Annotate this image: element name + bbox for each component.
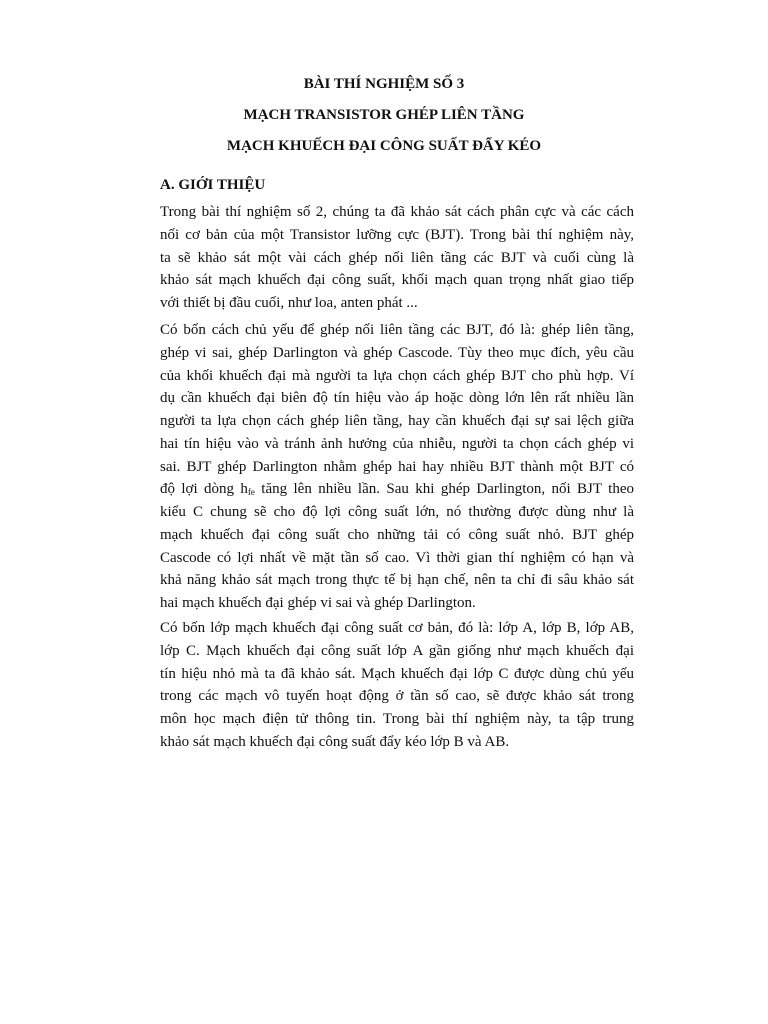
section-heading-introduction: A. GIỚI THIỆU [160, 177, 266, 193]
paragraph-line: kiểu C chung sẽ cho độ lợi công suất lớn, nó thường được dùng như là [160, 504, 634, 520]
lab-subtitle: MẠCH KHUẾCH ĐẠI CÔNG SUẤT ĐẨY KÉO [226, 138, 542, 154]
paragraph-line: người ta lựa chọn cách ghép liên tầng, hay cần khuếch đại sự sai lệch giữa [160, 413, 634, 429]
paragraph-line: ghép vi sai, ghép Darlington và ghép Cascode. Tùy theo mục đích, yêu cầu [160, 344, 634, 361]
paragraph-line: Trong bài thí nghiệm số 2, chúng ta đã khảo sát cách phân cực và các cách [160, 204, 634, 220]
paragraph-line: Có bốn lớp mạch khuếch đại công suất cơ bản, đó là: lớp A, lớp B, lớp AB, [160, 620, 634, 636]
paragraph-line: trong các mạch vô tuyến hoạt động ở tần số cao, sẽ được khảo sát trong [160, 688, 634, 705]
paragraph-line: nối cơ bản của một Transistor lưỡng cực (BJT). Trong bài thí nghiệm này, [160, 226, 634, 243]
hfe-subscript: fe [247, 487, 255, 498]
text-run: tăng lên nhiều lần. Sau khi ghép Darlington, nối BJT theo [254, 481, 634, 498]
paragraph-line: với thiết bị đầu cuối, như loa, anten phát ... [160, 295, 418, 311]
lab-number-title: BÀI THÍ NGHIỆM SỐ 3 [303, 76, 465, 92]
paragraph-line: khảo sát mạch khuếch đại công suất, khối mạch quan trọng nhất giao tiếp [160, 272, 634, 289]
text-run: độ lợi dòng h [160, 481, 248, 498]
paragraph-line: Có bốn cách chủ yếu để ghép nối liên tầng các BJT, đó là: ghép liên tầng, [160, 322, 634, 338]
paragraph-line: mạch khuếch đại công suất cho những tải có công suất nhỏ. BJT ghép [160, 526, 634, 543]
paragraph-line: khảo sát mạch khuếch đại công suất đẩy kéo lớp B và AB. [160, 733, 510, 750]
paragraph-line: môn học mạch điện tử thông tin. Trong bài thí nghiệm này, ta tập trung [160, 711, 634, 727]
paragraph-line: dụ cần khuếch đại biên độ tín hiệu vào áp hoặc dòng lớn lên rất nhiều lần [160, 390, 634, 407]
lab-title: MẠCH TRANSISTOR GHÉP LIÊN TẦNG [243, 107, 525, 123]
paragraph-coupling-methods [160, 319, 634, 615]
paragraph-line: của khối khuếch đại mà người ta lựa chọn cách ghép BJT cho phù hợp. Ví [160, 367, 634, 384]
paragraph-line: lớp C. Mạch khuếch đại công suất lớp A gần giống như mạch khuếch đại [160, 642, 634, 659]
paragraph-amplifier-classes [160, 617, 634, 754]
paragraph-line: sai. BJT ghép Darlington nhằm ghép hai hay nhiều BJT thành một BJT có [160, 458, 634, 475]
paragraph-line: hai tín hiệu vào và tránh ảnh hưởng của nhiễu, người ta chọn cách ghép vi [160, 435, 634, 452]
paragraph-line: hai mạch khuếch đại ghép vi sai và ghép Darlington. [160, 595, 476, 611]
paragraph-line: ta sẽ khảo sát một vài cách ghép nối liên tầng các BJT và cuối cùng là [160, 249, 634, 266]
paragraph-line: tín hiệu nhỏ mà ta đã khảo sát. Mạch khuếch đại lớp C được dùng chủ yếu [160, 665, 634, 682]
paragraph-introduction [160, 201, 634, 315]
paragraph-line-hfe [160, 478, 634, 501]
paragraph-line: khả năng khảo sát mạch trong thực tế bị hạn chế, nên ta chỉ đi sâu khảo sát [160, 572, 634, 589]
paragraph-line: Cascode có lợi nhất về mặt tần số cao. Vì thời gian thí nghiệm có hạn và [160, 549, 634, 566]
